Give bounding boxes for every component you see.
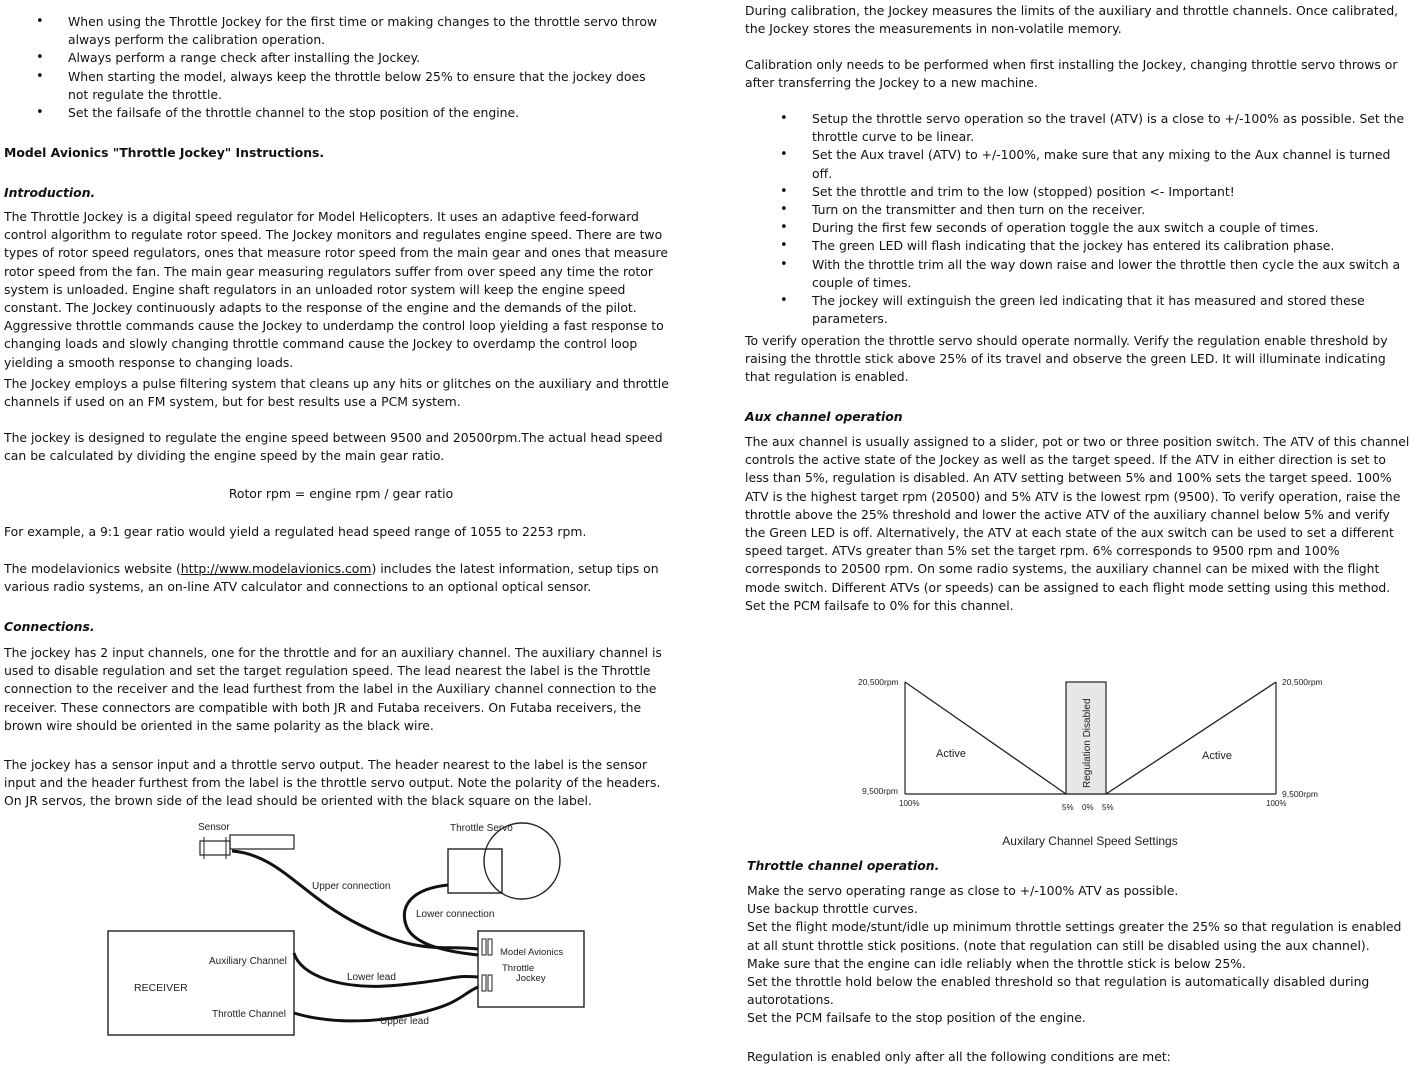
left-top-rpm-label: 20,500rpm <box>858 677 899 687</box>
rotor-rpm-formula: Rotor rpm = engine rpm / gear ratio <box>228 486 454 501</box>
auxiliary-channel-label: Auxiliary Channel <box>209 956 287 967</box>
list-item: • Turn on the transmitter and then turn on the receiver. <box>780 201 1412 219</box>
website-text-after: ) includes the latest information, setup tips on various radio systems, an on-line ATV calculator and connections to an optional optical sensor. <box>4 561 659 595</box>
jockey-label-line-2: Throttle <box>502 963 535 974</box>
throttle-servo-label: Throttle Servo <box>450 823 513 834</box>
website-paragraph <box>4 560 676 596</box>
active-right-series-line <box>1106 682 1276 794</box>
receiver-label: RECEIVER <box>134 982 188 994</box>
wiring-diagram <box>0 815 705 1067</box>
list-item: • The green LED will flash indicating that the jockey has entered its calibration phase. <box>780 237 1412 255</box>
active-left-label: Active <box>936 748 966 760</box>
verify-paragraph: To verify operation the throttle servo should operate normally. Verify the regulation enable threshold by raising the throttle stick above 25% of its travel and observe the green LED. It will illuminate indicating that regulation is enabled. <box>745 333 1388 385</box>
list-item: • With the throttle trim all the way down raise and lower the throttle then cycle the aux switch a couple of times. <box>780 256 1412 292</box>
left-bottom-rpm-label: 9,500rpm <box>862 786 898 796</box>
introduction-heading: Introduction. <box>4 185 96 200</box>
left-page <box>0 0 705 1067</box>
lower-connection-label: Lower connection <box>416 909 495 920</box>
upper-connection-wire <box>232 851 478 949</box>
instruction-line: Set the PCM failsafe to the stop position of the engine. <box>747 1010 1086 1026</box>
active-right-label: Active <box>1202 750 1232 762</box>
list-item: • Set the failsafe of the throttle channel to the stop position of the engine. <box>36 104 668 122</box>
instruction-line: Set the flight mode/stunt/idle up minimum throttle settings greater the 25% so that regulation is enabled at all stunt throttle stick positions. (note that regulation can still be disabled using the aux channel). <box>747 919 1402 953</box>
regulation-disabled-label: Regulation Disabled <box>1082 698 1093 788</box>
jockey-label-line-1: Model Avionics <box>500 947 564 958</box>
right-bottom-rpm-label: 9,500rpm <box>1282 789 1318 799</box>
x-tick-left-100: 100% <box>899 799 920 808</box>
connections-paragraph-1: The jockey has 2 input channels, one for the throttle and for an auxiliary channel. The auxiliary channel is used to disable regulation and set the target regulation speed. The lead nearest the label is the Throttle connection to the receiver and the lead furthest from the label in the Auxiliary channel connection to the receiver. These connectors are compatible with both JR and Futaba receivers. On Futaba receivers, the brown wire should be oriented in the same polarity as the black wire. <box>4 645 662 733</box>
aux-channel-heading: Aux channel operation <box>745 409 903 424</box>
calibration-steps-list <box>780 110 1412 328</box>
website-link[interactable]: http://www.modelavionics.com <box>180 561 372 576</box>
list-item: • When starting the model, always keep the throttle below 25% to ensure that the jockey does not regulate the throttle. <box>36 68 668 104</box>
document-title: Model Avionics "Throttle Jockey" Instructions. <box>4 145 325 160</box>
chart-title: Auxilary Channel Speed Settings <box>1002 834 1178 848</box>
upper-connection-label: Upper connection <box>312 881 391 892</box>
right-page <box>740 0 1417 1067</box>
instruction-line: Set the throttle hold below the enabled threshold so that regulation is automatically disabled during autorotations. <box>747 974 1370 1008</box>
active-left-series-line <box>905 682 1066 794</box>
throttle-channel-instructions <box>747 882 1415 1028</box>
website-text-before: The modelavionics website ( <box>4 561 181 576</box>
example-paragraph: For example, a 9:1 gear ratio would yield a regulated head speed range of 1055 to 2253 rpm. <box>4 524 587 539</box>
list-item: • Setup the throttle servo operation so the travel (ATV) is a close to +/-100% as possible. Set the throttle curve to be linear. <box>780 110 1412 146</box>
instruction-line: Make the servo operating range as close to +/-100% ATV as possible. <box>747 883 1179 898</box>
connections-heading: Connections. <box>4 619 95 634</box>
connections-paragraph-2: The jockey has a sensor input and a throttle servo output. The header nearest to the label is the sensor input and the header furthest from the label is the throttle servo output. Note the polarity of the headers. On JR servos, the brown side of the lead should be oriented with the black square on the label. <box>4 757 661 809</box>
throttle-servo-wheel <box>484 823 560 899</box>
instruction-line: Make sure that the engine can idle reliably when the throttle stick is below 25%. <box>747 955 1246 971</box>
aux-channel-paragraph: The aux channel is usually assigned to a slider, pot or two or three position switch. The ATV of this channel controls the active state of the Jockey as well as the target speed. If the ATV in either direction is set to less than 5%, regulation is disabled. An ATV setting between 5% and 100% sets the target speed. 100% ATV is the highest target rpm (20500) and 5% ATV is the lowest rpm (9500). To verify operation, raise the throttle above the 25% threshold and lower the active ATV of the auxiliary channel below 5% and verify the Green LED is off. Alternatively, the ATV at each state of the aux switch can be used to set a different speed target. ATVs greater than 5% set the target rpm. 6% corresponds to 9500 rpm and 100% corresponds to 20500 rpm. On some radio systems, the auxiliary channel can be mixed with the flight mode switch. Different ATVs (or speeds) can be assigned to each flight mode setting using this method. Set the PCM failsafe to 0% for this channel. <box>745 434 1410 613</box>
list-item: • When using the Throttle Jockey for the first time or making changes to the throttle servo throw always perform the calibration operation. <box>36 13 668 49</box>
instruction-line: Use backup throttle curves. <box>747 901 918 917</box>
upper-lead-label: Upper lead <box>380 1016 429 1027</box>
regulation-conditions-paragraph: Regulation is enabled only after all the following conditions are met: <box>747 1049 1171 1064</box>
calibration-paragraph-1: During calibration, the Jockey measures the limits of the auxiliary and throttle channels. Once calibrated, the Jockey stores the measurements in non-volatile memory. <box>745 3 1399 37</box>
aux-speed-chart <box>840 670 1340 852</box>
safety-bullet-list <box>36 13 668 122</box>
x-tick-left-5: 5% <box>1062 803 1074 812</box>
lower-lead-label: Lower lead <box>347 972 396 983</box>
introduction-paragraph: The Throttle Jockey is a digital speed regulator for Model Helicopters. It uses an adaptive feed-forward control algorithm to regulate rotor speed. The Jockey monitors and regulates engine speed. There are two types of rotor speed regulators, ones that measure rotor speed from the main gear and ones that measure rotor speed from the fan. The main gear measuring regulators suffer from over speed any time the rotor system is unloaded. Engine shaft regulators in an unloaded rotor system will keep the engine speed constant. The Jockey continuously adapts to the response of the engine and the demands of the pilot. Aggressive throttle commands cause the Jockey to underdamp the control loop yielding a fast response to changing loads and slowly changing throttle command cause the Jockey to overdamp the control loop yielding a smooth response to changing loads. <box>4 209 668 370</box>
list-item: • The jockey will extinguish the green led indicating that it has measured and stored these parameters. <box>780 292 1412 328</box>
sensor-label: Sensor <box>198 822 230 833</box>
speed-range-paragraph: The jockey is designed to regulate the engine speed between 9500 and 20500rpm.The actual head speed can be calculated by dividing the engine speed by the main gear ratio. <box>4 430 663 464</box>
throttle-channel-label: Throttle Channel <box>212 1009 286 1020</box>
list-item: • Set the throttle and trim to the low (stopped) position <- Important! <box>780 183 1412 201</box>
list-item: • Always perform a range check after installing the Jockey. <box>36 49 668 67</box>
list-item: • Set the Aux travel (ATV) to +/-100%, make sure that any mixing to the Aux channel is turned off. <box>780 146 1412 182</box>
sensor-body <box>230 835 294 849</box>
x-tick-right-100: 100% <box>1266 799 1287 808</box>
right-top-rpm-label: 20,500rpm <box>1282 677 1323 687</box>
list-item: • During the first few seconds of operation toggle the aux switch a couple of times. <box>780 219 1412 237</box>
jockey-label-line-3: Jockey <box>516 973 546 984</box>
throttle-channel-heading: Throttle channel operation. <box>747 858 940 873</box>
x-tick-right-5: 5% <box>1102 803 1114 812</box>
x-tick-0: 0% <box>1082 803 1094 812</box>
calibration-paragraph-2: Calibration only needs to be performed when first installing the Jockey, changing throttle servo throws or after transferring the Jockey to a new machine. <box>745 57 1398 91</box>
filtering-paragraph: The Jockey employs a pulse filtering system that cleans up any hits or glitches on the auxiliary and throttle channels if used on an FM system, but for best results use a PCM system. <box>4 376 669 410</box>
